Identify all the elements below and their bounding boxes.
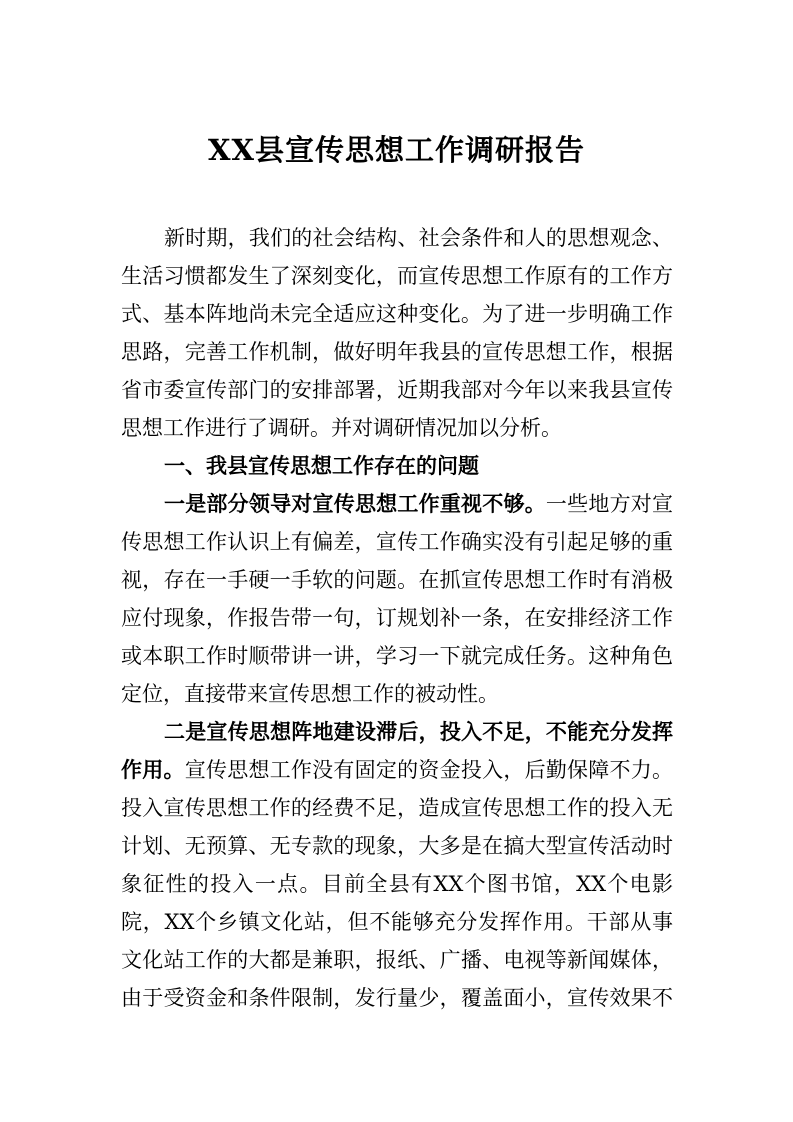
- intro-line: 思路，完善工作机制，做好明年我县的宣传思想工作，根据: [121, 340, 673, 364]
- point1-line: 定位，直接带来宣传思想工作的被动性。: [121, 682, 499, 706]
- point1-lead: 一是部分领导对宣传思想工作重视不够。: [164, 492, 546, 516]
- point2-line: 由于受资金和条件限制，发行量少，覆盖面小，宣传效果不: [121, 986, 673, 1010]
- point2-line: 院，XX个乡镇文化站，但不能够充分发挥作用。干部从事: [121, 910, 673, 934]
- document-title: XX县宣传思想工作调研报告: [207, 133, 585, 167]
- point2-lead-line1: 二是宣传思想阵地建设滞后，投入不足，不能充分发挥: [164, 720, 673, 744]
- point2-line: 计划、无预算、无专款的现象，大多是在搞大型宣传活动时: [121, 834, 673, 858]
- point2-first-rest: 宣传思想工作没有固定的资金投入，后勤保障不力。: [184, 758, 674, 782]
- intro-line: 省市委宣传部门的安排部署，近期我部对今年以来我县宣传: [121, 378, 673, 402]
- intro-line: 式、基本阵地尚未完全适应这种变化。为了进一步明确工作: [121, 302, 673, 326]
- point2-line: 投入宣传思想工作的经费不足，造成宣传思想工作的投入无: [121, 796, 673, 820]
- point1-line: 应付现象，作报告带一句，订规划补一条，在安排经济工作: [121, 606, 673, 630]
- point1-line: 视，存在一手硬一手软的问题。在抓宣传思想工作时有消极: [121, 568, 673, 592]
- point2-line: 文化站工作的大都是兼职，报纸、广播、电视等新闻媒体，: [121, 948, 673, 972]
- intro-line: 生活习惯都发生了深刻变化，而宣传思想工作原有的工作方: [121, 264, 673, 288]
- point2-lead-line2: 作用。: [121, 758, 185, 782]
- point1-line: 传思想工作认识上有偏差，宣传工作确实没有引起足够的重: [121, 530, 673, 554]
- section-heading: 一、我县宣传思想工作存在的问题: [164, 454, 479, 478]
- point1-line: 或本职工作时顺带讲一讲，学习一下就完成任务。这种角色: [121, 644, 673, 668]
- point2-line: 象征性的投入一点。目前全县有XX个图书馆，XX个电影: [121, 872, 673, 896]
- document-body: [121, 219, 673, 1017]
- point1-first-rest: 一些地方对宣: [545, 492, 674, 516]
- intro-line: 新时期，我们的社会结构、社会条件和人的思想观念、: [164, 226, 673, 250]
- point1-first-line: [121, 485, 673, 523]
- intro-line: 思想工作进行了调研。并对调研情况加以分析。: [121, 416, 562, 440]
- point2-second-line: [121, 751, 673, 789]
